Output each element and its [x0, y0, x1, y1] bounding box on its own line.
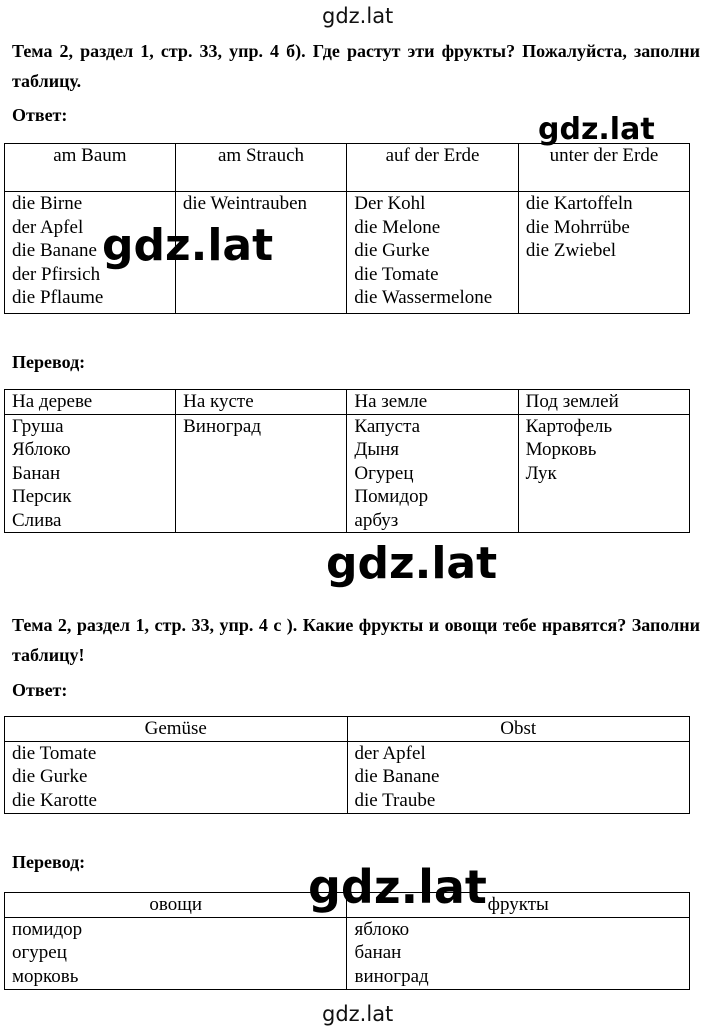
task2-translation-label: Перевод:	[12, 852, 86, 872]
watermark-top: gdz.lat	[322, 4, 394, 28]
list-item: Персик	[12, 486, 72, 507]
table-row	[5, 414, 690, 533]
list-item: die Gurke	[354, 240, 430, 261]
table-cell	[5, 414, 176, 533]
watermark-overlay: gdz.lat	[538, 112, 655, 147]
list-item: арбуз	[354, 509, 399, 531]
table-header-row	[5, 390, 690, 415]
list-item: die Weintrauben	[182, 193, 308, 214]
table-cell	[347, 741, 690, 813]
table-header-row	[5, 144, 690, 192]
task1-title: Тема 2, раздел 1, стр. 33, упр. 4 б). Где растут эти фрукты? Пожалуйста, заполни таблицу.	[12, 41, 700, 91]
list-item: die Banane	[12, 240, 97, 261]
list-item: Помидор	[354, 486, 429, 507]
list-item: die Pflaume	[12, 287, 104, 308]
list-item: der Apfel	[354, 742, 426, 764]
task2-answer-label: Ответ:	[12, 680, 68, 700]
column-header: фрукты	[347, 893, 690, 918]
list-item: die Tomate	[354, 263, 439, 285]
list-item: der Apfel	[12, 216, 84, 238]
list-item: Der Kohl	[354, 193, 426, 214]
list-item: Банан	[12, 462, 61, 484]
list-item: Груша	[12, 415, 64, 437]
table-cell	[176, 414, 347, 533]
watermark-bottom: gdz.lat	[322, 1002, 394, 1026]
task1-answer-label: Ответ:	[12, 105, 68, 125]
list-item: яблоко	[354, 918, 410, 940]
list-item: die Banane	[354, 766, 440, 787]
table-cell	[347, 917, 690, 989]
watermark-overlay: gdz.lat	[326, 538, 498, 589]
table-cell	[347, 192, 519, 314]
watermark-overlay: gdz.lat	[102, 220, 274, 271]
column-header: На земле	[347, 390, 518, 415]
task2-title: Тема 2, раздел 1, стр. 33, упр. 4 с ). Какие фрукты и овощи тебе нравятся? Заполни таблицу!	[12, 615, 700, 665]
list-item: Дыня	[354, 439, 400, 460]
column-header: auf der Erde	[347, 144, 519, 192]
list-item: Картофель	[525, 415, 613, 437]
watermark-overlay: gdz.lat	[308, 860, 487, 914]
list-item: die Mohrrübe	[525, 216, 630, 238]
list-item: помидор	[12, 918, 83, 940]
list-item: die Traube	[354, 789, 436, 811]
table-cell	[347, 414, 518, 533]
list-item: Яблоко	[12, 439, 71, 460]
list-item: die Tomate	[12, 742, 97, 764]
list-item: die Kartoffeln	[525, 193, 633, 214]
list-item: Огурец	[354, 462, 414, 484]
table-cell	[5, 917, 347, 989]
list-item: die Zwiebel	[525, 240, 617, 261]
column-header: На кусте	[176, 390, 347, 415]
list-item: Слива	[12, 509, 62, 531]
table-row	[5, 917, 690, 989]
table-row	[5, 741, 690, 813]
column-header: овощи	[5, 893, 347, 918]
list-item: die Gurke	[12, 766, 88, 787]
list-item: Лук	[525, 462, 557, 484]
list-item: Морковь	[525, 439, 597, 460]
list-item: Капуста	[354, 415, 421, 437]
task2-answer-table	[4, 716, 690, 814]
table-header-row	[5, 717, 690, 742]
list-item: Виноград	[183, 415, 262, 437]
list-item: die Melone	[354, 216, 441, 238]
column-header: На дереве	[5, 390, 176, 415]
list-item: die Karotte	[12, 789, 97, 811]
column-header: Obst	[347, 717, 690, 742]
task1-translation-label: Перевод:	[12, 352, 86, 372]
table-cell	[5, 741, 348, 813]
task1-translation-table	[4, 389, 690, 533]
table-cell	[518, 414, 689, 533]
column-header: Gemüse	[5, 717, 348, 742]
list-item: огурец	[12, 942, 67, 963]
column-header: am Strauch	[175, 144, 346, 192]
column-header: unter der Erde	[518, 144, 689, 192]
list-item: банан	[354, 942, 402, 963]
column-header: Под землей	[518, 390, 689, 415]
list-item: die Wassermelone	[354, 287, 493, 308]
list-item: der Pfirsich	[12, 263, 101, 285]
column-header: am Baum	[5, 144, 176, 192]
list-item: морковь	[12, 965, 79, 987]
table-cell	[518, 192, 689, 314]
list-item: виноград	[354, 965, 429, 987]
list-item: die Birne	[12, 193, 83, 214]
